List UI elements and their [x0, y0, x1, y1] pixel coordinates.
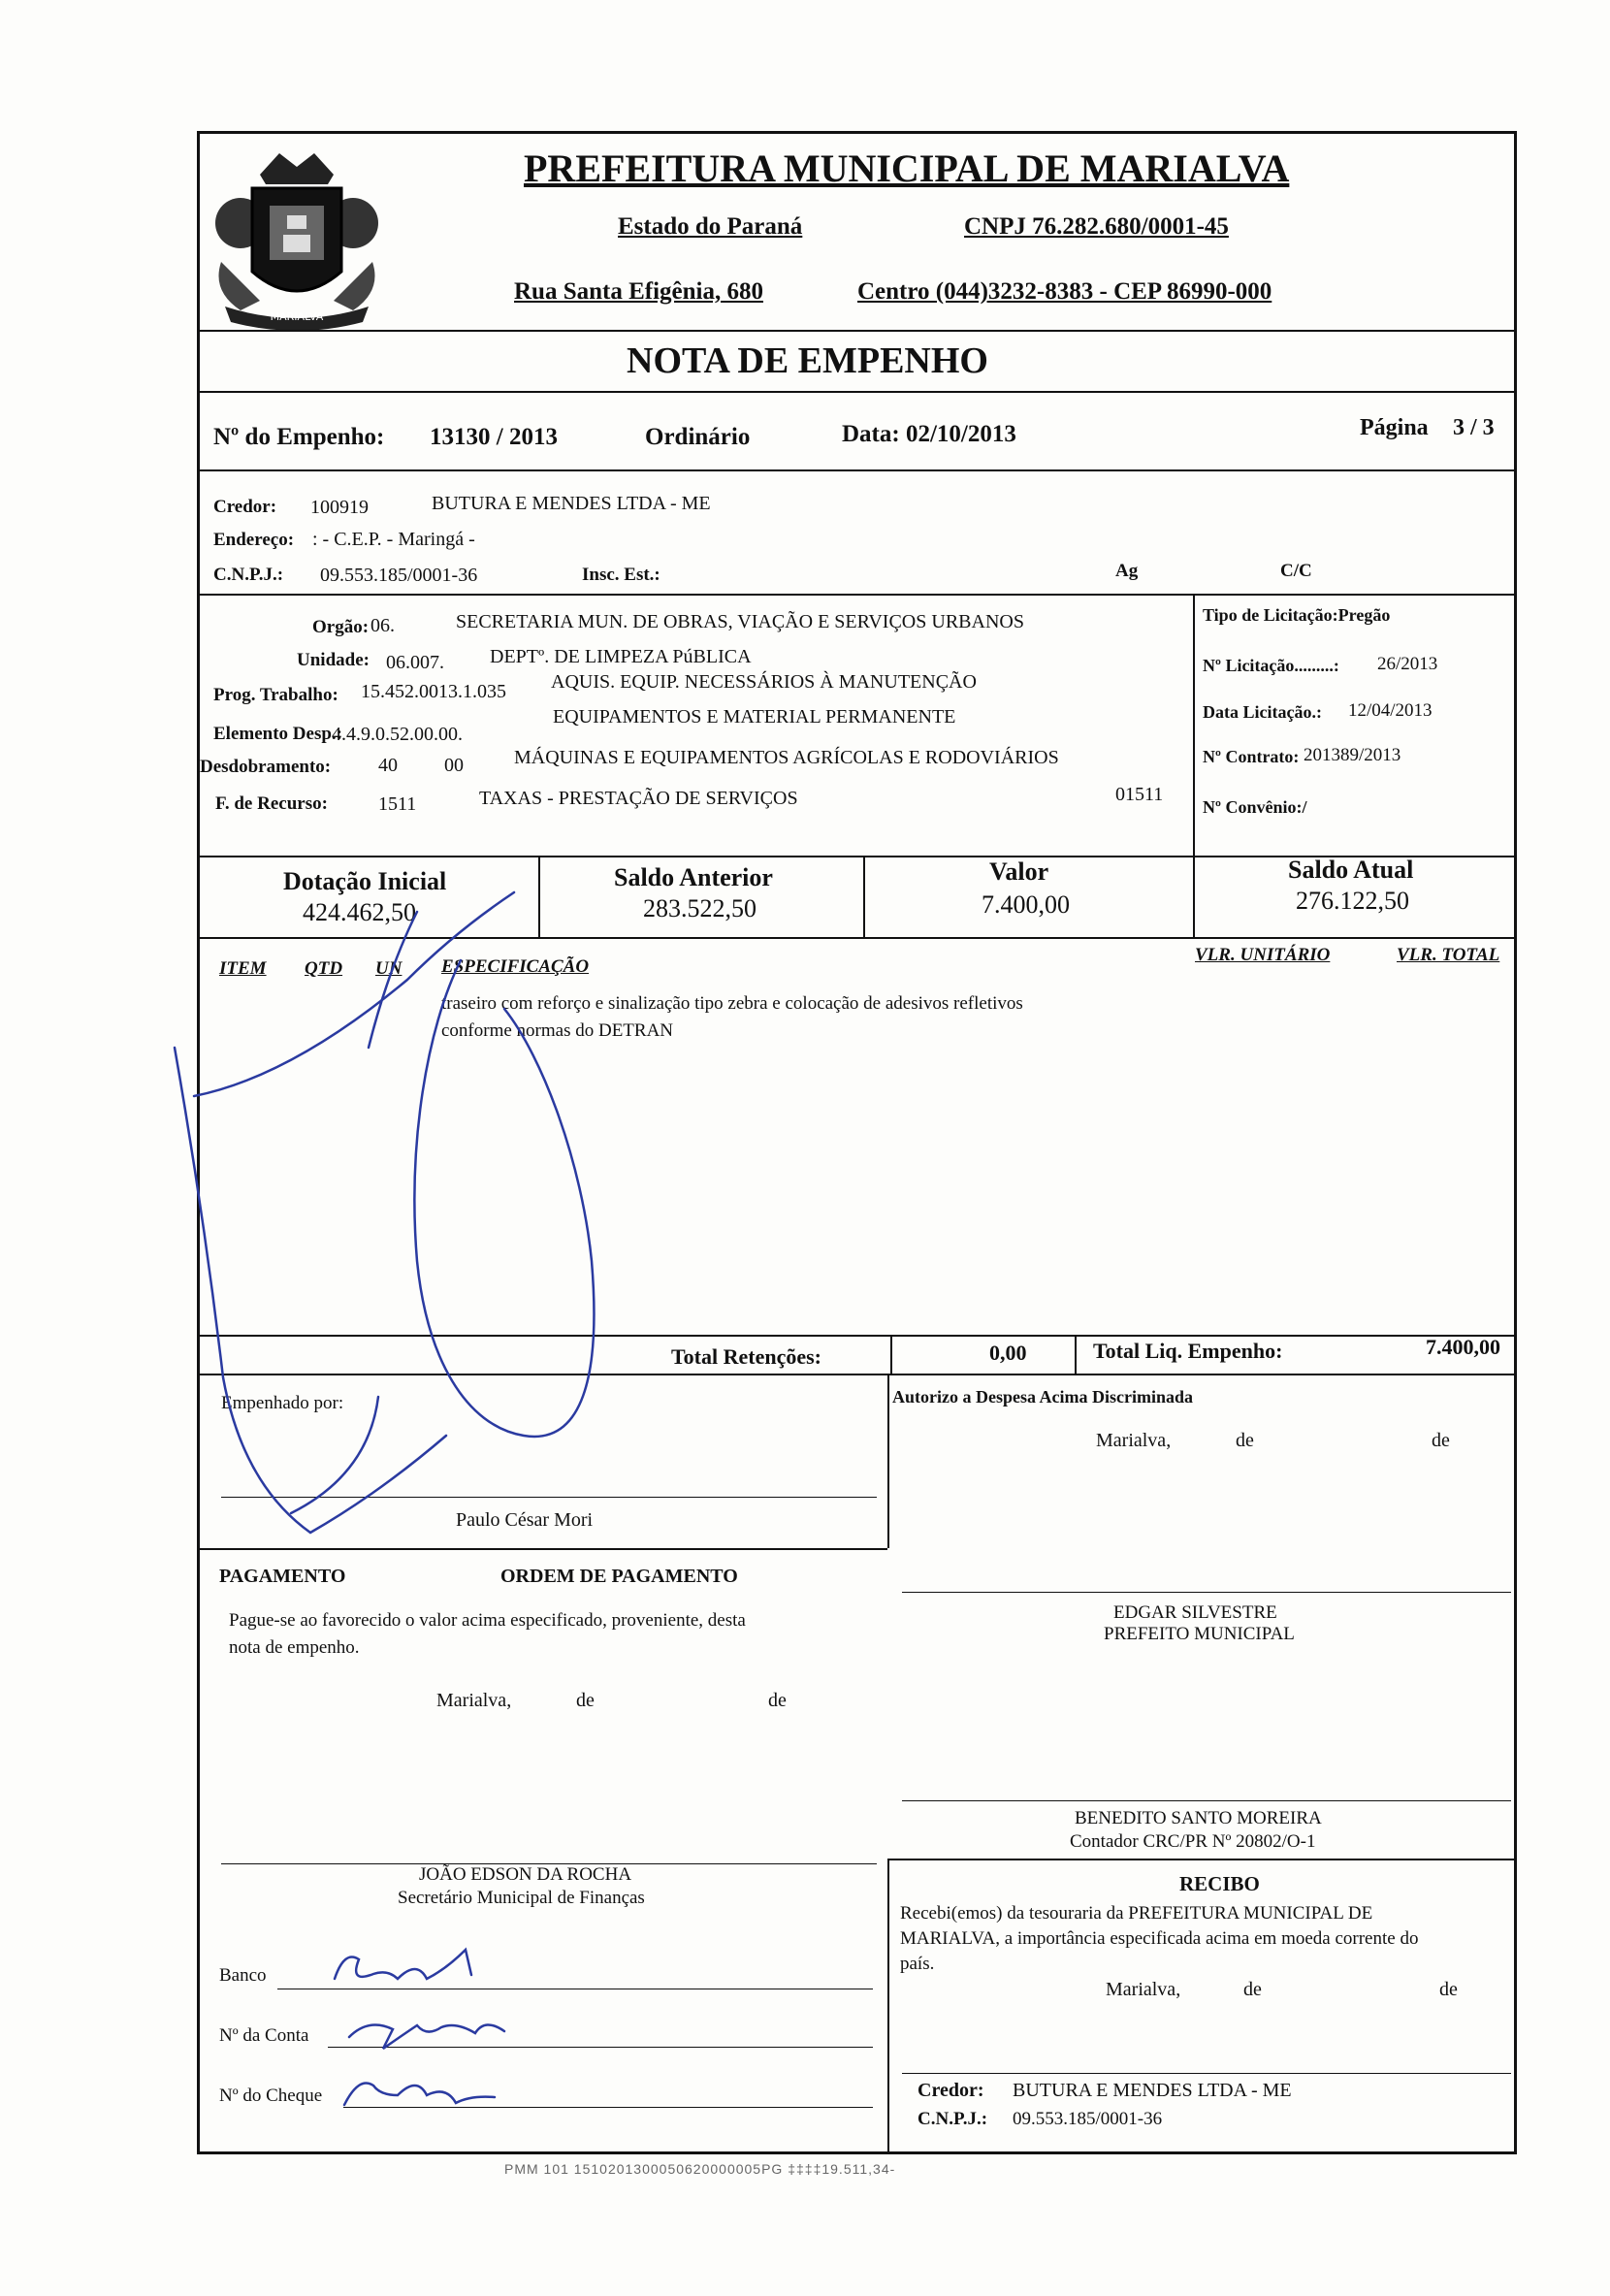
cc-label: C/C: [1280, 561, 1312, 581]
recurso-desc: TAXAS - PRESTAÇÃO DE SERVIÇOS: [479, 788, 798, 809]
credor-code: 100919: [310, 497, 369, 518]
pagamento-de1: de: [576, 1690, 595, 1711]
contrato-value: 201389/2013: [1304, 745, 1401, 765]
desdob-code1: 40: [378, 755, 398, 776]
address-street: Rua Santa Efigênia, 680: [514, 278, 763, 305]
coat-of-arms-icon: [202, 146, 392, 338]
pagamento-title: PAGAMENTO: [219, 1566, 346, 1587]
address-rest: Centro (044)3232-8383 - CEP 86990-000: [857, 278, 1272, 305]
state-label: Estado do Paraná: [618, 213, 803, 240]
item-description-line2: conforme normas do DETRAN: [441, 1020, 674, 1041]
dotacao-value: 424.462,50: [303, 898, 416, 926]
prog-code: 15.452.0013.1.035: [361, 681, 506, 702]
pagamento-de2: de: [768, 1690, 787, 1711]
autorizo-title: Autorizo a Despesa Acima Discriminada: [892, 1387, 1193, 1407]
atual-value: 276.122,50: [1296, 887, 1409, 915]
secretario-name: JOÃO EDSON DA ROCHA: [419, 1864, 632, 1885]
footer-cnpj-value: 09.553.185/0001-36: [1013, 2109, 1163, 2129]
licitacao-numero-label: Nº Licitação.........:: [1203, 656, 1339, 675]
recibo-text3: país.: [900, 1954, 935, 1974]
autorizo-de1: de: [1236, 1430, 1254, 1451]
footer-credor-label: Credor:: [918, 2080, 984, 2101]
col-qtd: QTD: [305, 958, 343, 979]
prog-label: Prog. Trabalho:: [213, 685, 338, 705]
recibo-title: RECIBO: [1179, 1872, 1260, 1895]
atual-label: Saldo Atual: [1288, 856, 1414, 884]
col-espec: ESPECIFICAÇÃO: [441, 956, 590, 977]
pagamento-text1: Pague-se ao favorecido o valor acima especificado, proveniente, desta: [229, 1610, 746, 1631]
footer-cnpj-label: C.N.P.J.:: [918, 2109, 988, 2129]
prog-desc: AQUIS. EQUIP. NECESSÁRIOS À MANUTENÇÃO: [551, 671, 977, 693]
elem-desc: EQUIPAMENTOS E MATERIAL PERMANENTE: [553, 706, 956, 728]
desdob-code2: 00: [444, 755, 464, 776]
empenho-type: Ordinário: [645, 424, 751, 450]
licitacao-tipo: Tipo de Licitação:Pregão: [1203, 605, 1391, 625]
credor-name: BUTURA E MENDES LTDA - ME: [432, 493, 711, 514]
svg-text:MARIALVA: MARIALVA: [270, 310, 324, 323]
recibo-place: Marialva,: [1106, 1979, 1181, 2000]
cnpj-value: 09.553.185/0001-36: [320, 565, 478, 586]
footer-code: PMM 101 1510201300050620000005PG ‡‡‡‡19.511,34-: [504, 2161, 896, 2177]
anterior-label: Saldo Anterior: [614, 863, 773, 891]
unidade-desc: DEPTº. DE LIMPEZA PúBLICA: [490, 646, 752, 667]
valor-value: 7.400,00: [982, 890, 1070, 919]
recurso-code: 1511: [378, 793, 417, 815]
insc-label: Insc. Est.:: [582, 565, 660, 585]
secretario-role: Secretário Municipal de Finanças: [398, 1888, 645, 1908]
retencoes-value: 0,00: [989, 1341, 1027, 1365]
empenho-date: Data: 02/10/2013: [842, 421, 1016, 447]
col-total: VLR. TOTAL: [1397, 945, 1500, 965]
orgao-label: Orgão:: [312, 617, 370, 637]
empenhado-label: Empenhado por:: [221, 1393, 344, 1413]
liquido-value: 7.400,00: [1426, 1335, 1500, 1359]
contrato-label: Nº Contrato:: [1203, 747, 1300, 766]
anterior-value: 283.522,50: [643, 894, 757, 922]
item-description-line1: traseiro com reforço e sinalização tipo zebra e colocação de adesivos refletivos: [441, 993, 1023, 1014]
municipality-title: PREFEITURA MUNICIPAL DE MARIALVA: [524, 146, 1290, 190]
liquido-label: Total Liq. Empenho:: [1093, 1339, 1283, 1363]
elem-code: 4.4.9.0.52.00.00.: [332, 724, 463, 745]
convenio: Nº Convênio:/: [1203, 797, 1307, 817]
empenho-number: 13130 / 2013: [430, 424, 558, 450]
licitacao-data: 12/04/2013: [1348, 700, 1433, 721]
cnpj-header: CNPJ 76.282.680/0001-45: [964, 213, 1229, 240]
col-item: ITEM: [219, 958, 267, 979]
endereco-label: Endereço:: [213, 530, 295, 550]
licitacao-data-label: Data Licitação.:: [1203, 702, 1322, 722]
footer-credor-name: BUTURA E MENDES LTDA - ME: [1013, 2080, 1292, 2101]
ordem-title: ORDEM DE PAGAMENTO: [500, 1566, 738, 1587]
contador-role: Contador CRC/PR Nº 20802/O-1: [1070, 1831, 1316, 1852]
banco-label: Banco: [219, 1965, 267, 1986]
pagamento-place: Marialva,: [436, 1690, 512, 1711]
desdob-label: Desdobramento:: [200, 757, 332, 777]
credor-label: Credor:: [213, 497, 277, 517]
col-unit: VLR. UNITÁRIO: [1195, 945, 1331, 965]
page-label: Página: [1360, 415, 1429, 440]
conta-label: Nº da Conta: [219, 2025, 309, 2046]
prefeito-role: PREFEITO MUNICIPAL: [1104, 1624, 1295, 1644]
licitacao-numero: 26/2013: [1377, 654, 1438, 674]
desdob-desc: MÁQUINAS E EQUIPAMENTOS AGRÍCOLAS E RODOVIÁRIOS: [514, 747, 1059, 768]
empenho-label: Nº do Empenho:: [213, 424, 385, 450]
recurso-extra: 01511: [1115, 784, 1164, 805]
recibo-text2: MARIALVA, a importância especificada acima em moeda corrente do: [900, 1928, 1419, 1949]
unidade-code: 06.007.: [386, 652, 444, 673]
recibo-de1: de: [1243, 1979, 1262, 2000]
page-number: 3 / 3: [1453, 415, 1495, 440]
recibo-text1: Recebi(emos) da tesouraria da PREFEITURA MUNICIPAL DE: [900, 1903, 1373, 1924]
prefeito-name: EDGAR SILVESTRE: [1113, 1602, 1277, 1623]
elem-label: Elemento Desp.:: [213, 724, 342, 744]
unidade-label: Unidade:: [297, 650, 370, 670]
autorizo-place: Marialva,: [1096, 1430, 1172, 1451]
retencoes-label: Total Retenções:: [671, 1344, 821, 1369]
endereco-value: : - C.E.P. - Maringá -: [312, 529, 475, 550]
valor-label: Valor: [989, 857, 1049, 886]
doc-title: NOTA DE EMPENHO: [627, 340, 988, 381]
dotacao-label: Dotação Inicial: [283, 867, 447, 895]
cheque-label: Nº do Cheque: [219, 2086, 323, 2106]
recibo-de2: de: [1439, 1979, 1458, 2000]
pagamento-text2: nota de empenho.: [229, 1637, 360, 1658]
autorizo-de2: de: [1432, 1430, 1450, 1451]
col-un: UN: [375, 958, 402, 979]
recurso-label: F. de Recurso:: [215, 793, 328, 814]
orgao-desc: SECRETARIA MUN. DE OBRAS, VIAÇÃO E SERVIÇOS URBANOS: [456, 611, 1024, 632]
cnpj-label: C.N.P.J.:: [213, 565, 284, 585]
empenhado-name: Paulo César Mori: [456, 1509, 594, 1531]
orgao-code: 06.: [370, 615, 395, 636]
ag-label: Ag: [1115, 561, 1139, 581]
contador-name: BENEDITO SANTO MOREIRA: [1075, 1808, 1322, 1828]
